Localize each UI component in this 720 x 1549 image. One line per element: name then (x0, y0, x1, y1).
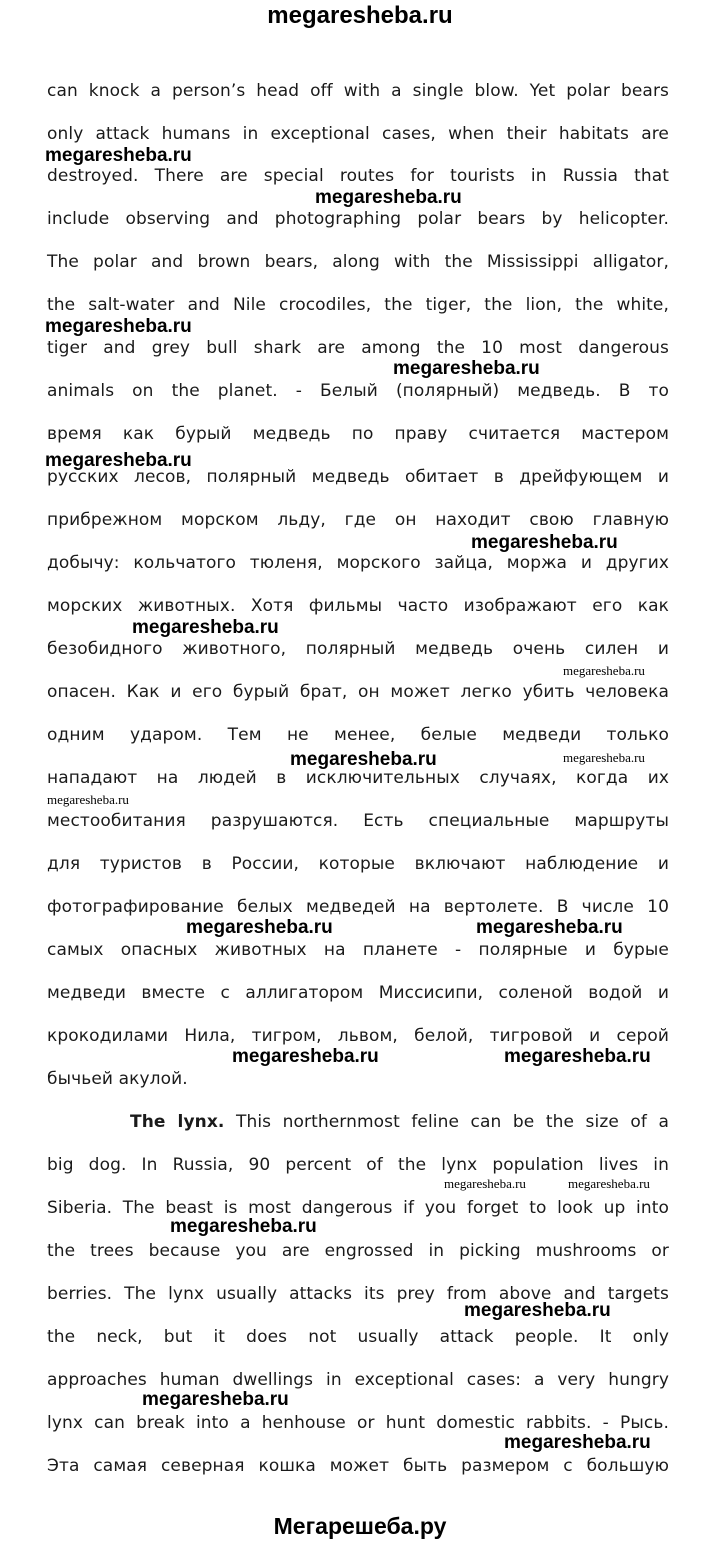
watermark: megaresheba.ru (170, 1216, 317, 1237)
watermark: megaresheba.ru (563, 750, 645, 765)
text-span: This northernmost feline can be the size of a (224, 1112, 670, 1132)
text-line: Эта самая северная кошка может быть размером с большую (47, 1456, 669, 1476)
text-line: одним ударом. Тем не менее, белые медведи только (47, 725, 669, 745)
watermark: megaresheba.ru (45, 145, 192, 166)
text-line: berries. The lynx usually attacks its prey from above and targets (47, 1284, 669, 1304)
watermark: megaresheba.ru (504, 1432, 651, 1453)
watermark: megaresheba.ru (232, 1046, 379, 1067)
watermark: megaresheba.ru (315, 187, 462, 208)
watermark: megaresheba.ru (47, 792, 129, 807)
site-footer: Мегарешеба.ру (273, 1513, 447, 1539)
text-line: русских лесов, полярный медведь обитает в дрейфующем и (47, 467, 669, 487)
text-line: время как бурый медведь по праву считается мастером (47, 424, 669, 444)
text-line: The polar and brown bears, along with the Mississippi alligator, (47, 252, 669, 272)
site-header: megaresheba.ru (267, 2, 453, 29)
text-line: only attack humans in exceptional cases, when their habitats are (47, 124, 669, 144)
watermark: megaresheba.ru (142, 1389, 289, 1410)
text-line: the trees because you are engrossed in picking mushrooms or (47, 1241, 669, 1261)
text-line: самых опасных животных на планете - полярные и бурые (47, 940, 669, 960)
text-line: бычьей акулой. (47, 1069, 188, 1089)
text-line: медведи вместе с аллигатором Миссисипи, соленой водой и (47, 983, 669, 1003)
text-line: для туристов в России, которые включают наблюдение и (47, 854, 669, 874)
text-line: big dog. In Russia, 90 percent of the lynx population lives in (47, 1155, 669, 1175)
text-line: the salt-water and Nile crocodiles, the tiger, the lion, the white, (47, 295, 669, 315)
watermark: megaresheba.ru (186, 917, 333, 938)
text-line: the neck, but it does not usually attack people. It only (47, 1327, 669, 1347)
text-line: опасен. Как и его бурый брат, он может легко убить человека (47, 682, 669, 702)
text-line: approaches human dwellings in exceptional cases: a very hungry (47, 1370, 669, 1390)
text-line: include observing and photographing polar bears by helicopter. (47, 209, 669, 229)
watermark: megaresheba.ru (563, 663, 645, 678)
text-line: lynx can break into a henhouse or hunt domestic rabbits. - Рысь. (47, 1413, 669, 1433)
term-heading: The lynx. (130, 1112, 225, 1132)
text-line: destroyed. There are special routes for tourists in Russia that (47, 166, 669, 186)
watermark: megaresheba.ru (45, 316, 192, 337)
watermark: megaresheba.ru (504, 1046, 651, 1067)
text-line: tiger and grey bull shark are among the 10 most dangerous (47, 338, 669, 358)
watermark: megaresheba.ru (476, 917, 623, 938)
text-line: морских животных. Хотя фильмы часто изображают его как (47, 596, 669, 616)
text-line: крокодилами Нила, тигром, львом, белой, тигровой и серой (47, 1026, 669, 1046)
watermark: megaresheba.ru (45, 450, 192, 471)
watermark: megaresheba.ru (471, 532, 618, 553)
watermark: megaresheba.ru (393, 358, 540, 379)
watermark: megaresheba.ru (290, 749, 437, 770)
text-line: прибрежном морском льду, где он находит свою главную (47, 510, 669, 530)
watermark: megaresheba.ru (568, 1176, 650, 1191)
text-line: Siberia. The beast is most dangerous if you forget to look up into (47, 1198, 669, 1218)
text-line: can knock a person’s head off with a single blow. Yet polar bears (47, 81, 669, 101)
text-line: нападают на людей в исключительных случаях, когда их (47, 768, 669, 788)
watermark: megaresheba.ru (464, 1300, 611, 1321)
paragraph-first-line (130, 1110, 669, 1134)
watermark: megaresheba.ru (132, 617, 279, 638)
text-line: добычу: кольчатого тюленя, морского зайца, моржа и других (47, 553, 669, 573)
watermark: megaresheba.ru (444, 1176, 526, 1191)
text-line: animals on the planet. - Белый (полярный) медведь. В то (47, 381, 669, 401)
text-line: фотографирование белых медведей на вертолете. В числе 10 (47, 897, 669, 917)
text-line: местообитания разрушаются. Есть специальные маршруты (47, 811, 669, 831)
text-line: безобидного животного, полярный медведь очень силен и (47, 639, 669, 659)
